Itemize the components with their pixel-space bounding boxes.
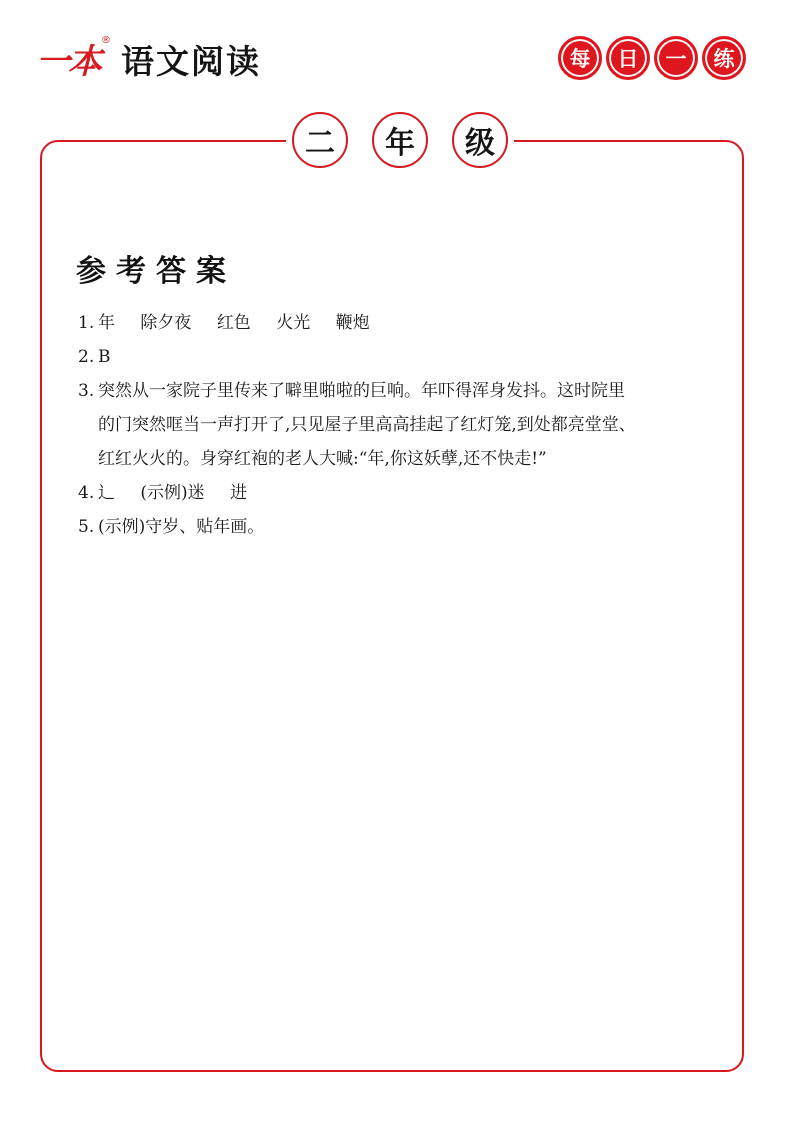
answer-line: 红红火火的。身穿红袍的老人大喊:“年,你这妖孽,还不快走!” xyxy=(98,449,547,469)
daily-char: 一 xyxy=(654,36,698,80)
answers-heading: 参考答案 xyxy=(76,254,236,289)
registered-mark: ® xyxy=(101,35,111,46)
page-header xyxy=(0,0,800,100)
answer-text xyxy=(98,476,728,510)
answer-part: 除夕夜 xyxy=(140,313,192,333)
answer-text: (示例)守岁、贴年画。 xyxy=(98,517,265,537)
daily-practice-badge xyxy=(558,36,746,80)
answer-item-1 xyxy=(78,306,728,340)
book-title: 语文阅读 xyxy=(121,42,261,81)
answer-line: 的门突然哐当一声打开了,只见屋子里高高挂起了红灯笼,到处都亮堂堂、 xyxy=(98,415,636,435)
answer-part: 年 xyxy=(98,313,115,333)
answer-item-3 xyxy=(78,374,728,476)
answer-number: 5. xyxy=(78,517,95,537)
grade-char: 二 xyxy=(292,112,348,168)
answer-item-4 xyxy=(78,476,728,510)
answer-part: 辶 xyxy=(98,483,115,503)
answer-number: 4. xyxy=(78,483,95,503)
answer-item-5 xyxy=(78,510,728,544)
daily-char: 练 xyxy=(702,36,746,80)
answer-part: 进 xyxy=(230,483,248,503)
answer-part: 红色 xyxy=(216,313,251,333)
daily-char: 每 xyxy=(558,36,602,80)
answer-text xyxy=(98,374,728,476)
answer-part: (示例)迷 xyxy=(140,483,205,503)
answer-number: 3. xyxy=(78,381,95,401)
grade-char: 级 xyxy=(452,112,508,168)
daily-char: 日 xyxy=(606,36,650,80)
answer-list xyxy=(78,306,728,544)
answer-line: 突然从一家院子里传来了噼里啪啦的巨响。年吓得浑身发抖。这时院里 xyxy=(98,381,625,401)
grade-char: 年 xyxy=(372,112,428,168)
grade-badge xyxy=(292,112,508,168)
answer-part: 鞭炮 xyxy=(335,313,370,333)
answer-text: B xyxy=(98,347,111,367)
logo-mark: 一本 xyxy=(36,42,100,82)
answer-part: 火光 xyxy=(276,313,311,333)
brand-logo xyxy=(36,32,261,82)
answer-number: 1. xyxy=(78,313,95,333)
answer-item-2 xyxy=(78,340,728,374)
answer-text xyxy=(98,306,728,340)
answer-number: 2. xyxy=(78,347,95,367)
